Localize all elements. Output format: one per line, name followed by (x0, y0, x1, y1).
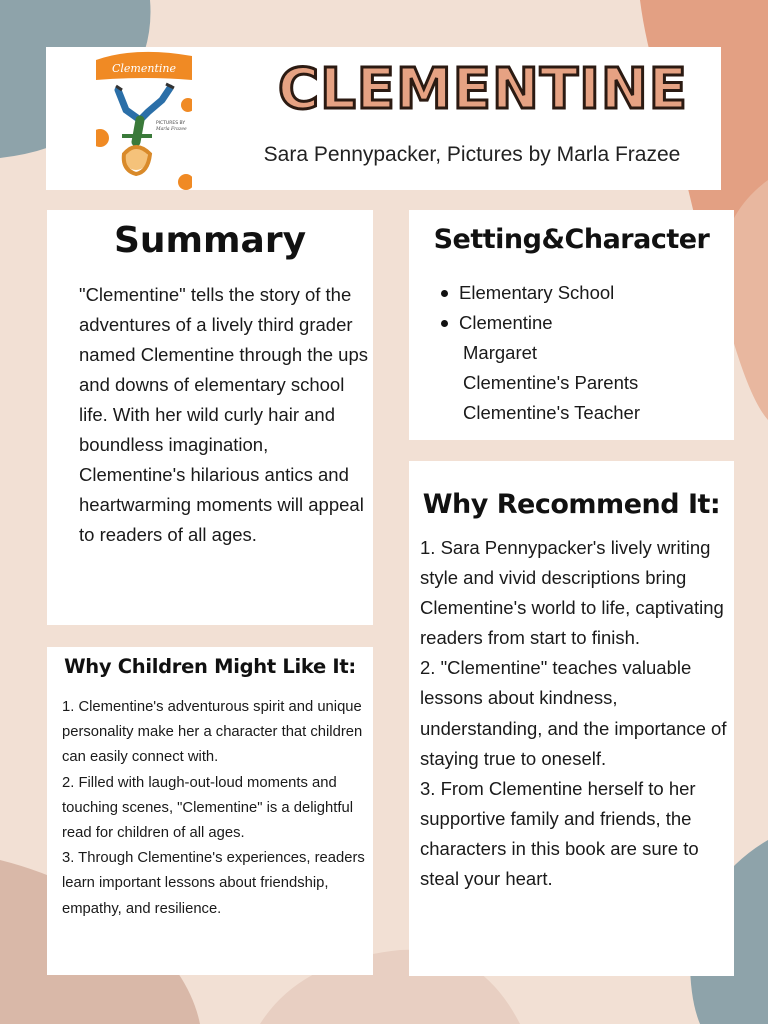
recommend-panel (409, 461, 734, 976)
summary-text: "Clementine" tells the story of the adventures of a lively third grader named Clementine through the ups and downs of elementary school life. With her wild curly hair and boundless imagination, Clementine's hilarious antics and heartwarming moments will appeal to readers of all ages. (79, 284, 368, 545)
why-children-heading: Why Children Might Like It: (64, 655, 356, 678)
why-children-text (62, 695, 367, 922)
setting-character-list (439, 278, 729, 428)
author-byline: Sara Pennypacker, Pictures by Marla Frazee (263, 143, 681, 166)
summary-panel (47, 210, 373, 625)
summary-heading: Summary (113, 220, 307, 261)
setting-character-panel (409, 210, 734, 440)
list-item: Elementary School (439, 278, 729, 308)
list-item: 1. Clementine's adventurous spirit and unique personality make her a character that children can easily connect with. (62, 699, 363, 766)
list-item: Margaret (463, 342, 538, 363)
list-item: 2. "Clementine" teaches valuable lessons about kindness, understanding, and the importance of staying true to oneself. (420, 657, 727, 769)
header-panel (46, 47, 721, 190)
setting-character-heading: Setting&Character (433, 224, 710, 255)
cover-title: Clementine (111, 62, 177, 75)
list-item: 1. Sara Pennypacker's lively writing style and vivid descriptions bring Clementine's world to life, captivating readers from start to finish. (420, 537, 724, 649)
cover-subtitle-1: PICTURES BY (156, 121, 186, 126)
list-item: Clementine's Teacher (463, 402, 640, 423)
book-cover-image (96, 50, 192, 190)
page-title: CLEMENTINE (278, 57, 689, 122)
list-item: 3. Through Clementine's experiences, readers learn important lessons about friendship, empathy, and resilience. (62, 850, 365, 917)
why-children-panel (47, 647, 373, 975)
recommend-heading: Why Recommend It: (422, 489, 721, 520)
list-item: Clementine (439, 308, 729, 338)
recommend-text (420, 533, 730, 894)
list-item: Clementine's Parents (463, 372, 639, 393)
cover-subtitle-2: Marla Frazee (156, 127, 187, 132)
list-item: 3. From Clementine herself to her supportive family and friends, the characters in this book are sure to steal your heart. (420, 777, 699, 890)
list-item: 2. Filled with laugh-out-loud moments and touching scenes, "Clementine" is a delightful read for children of all ages. (62, 774, 353, 842)
